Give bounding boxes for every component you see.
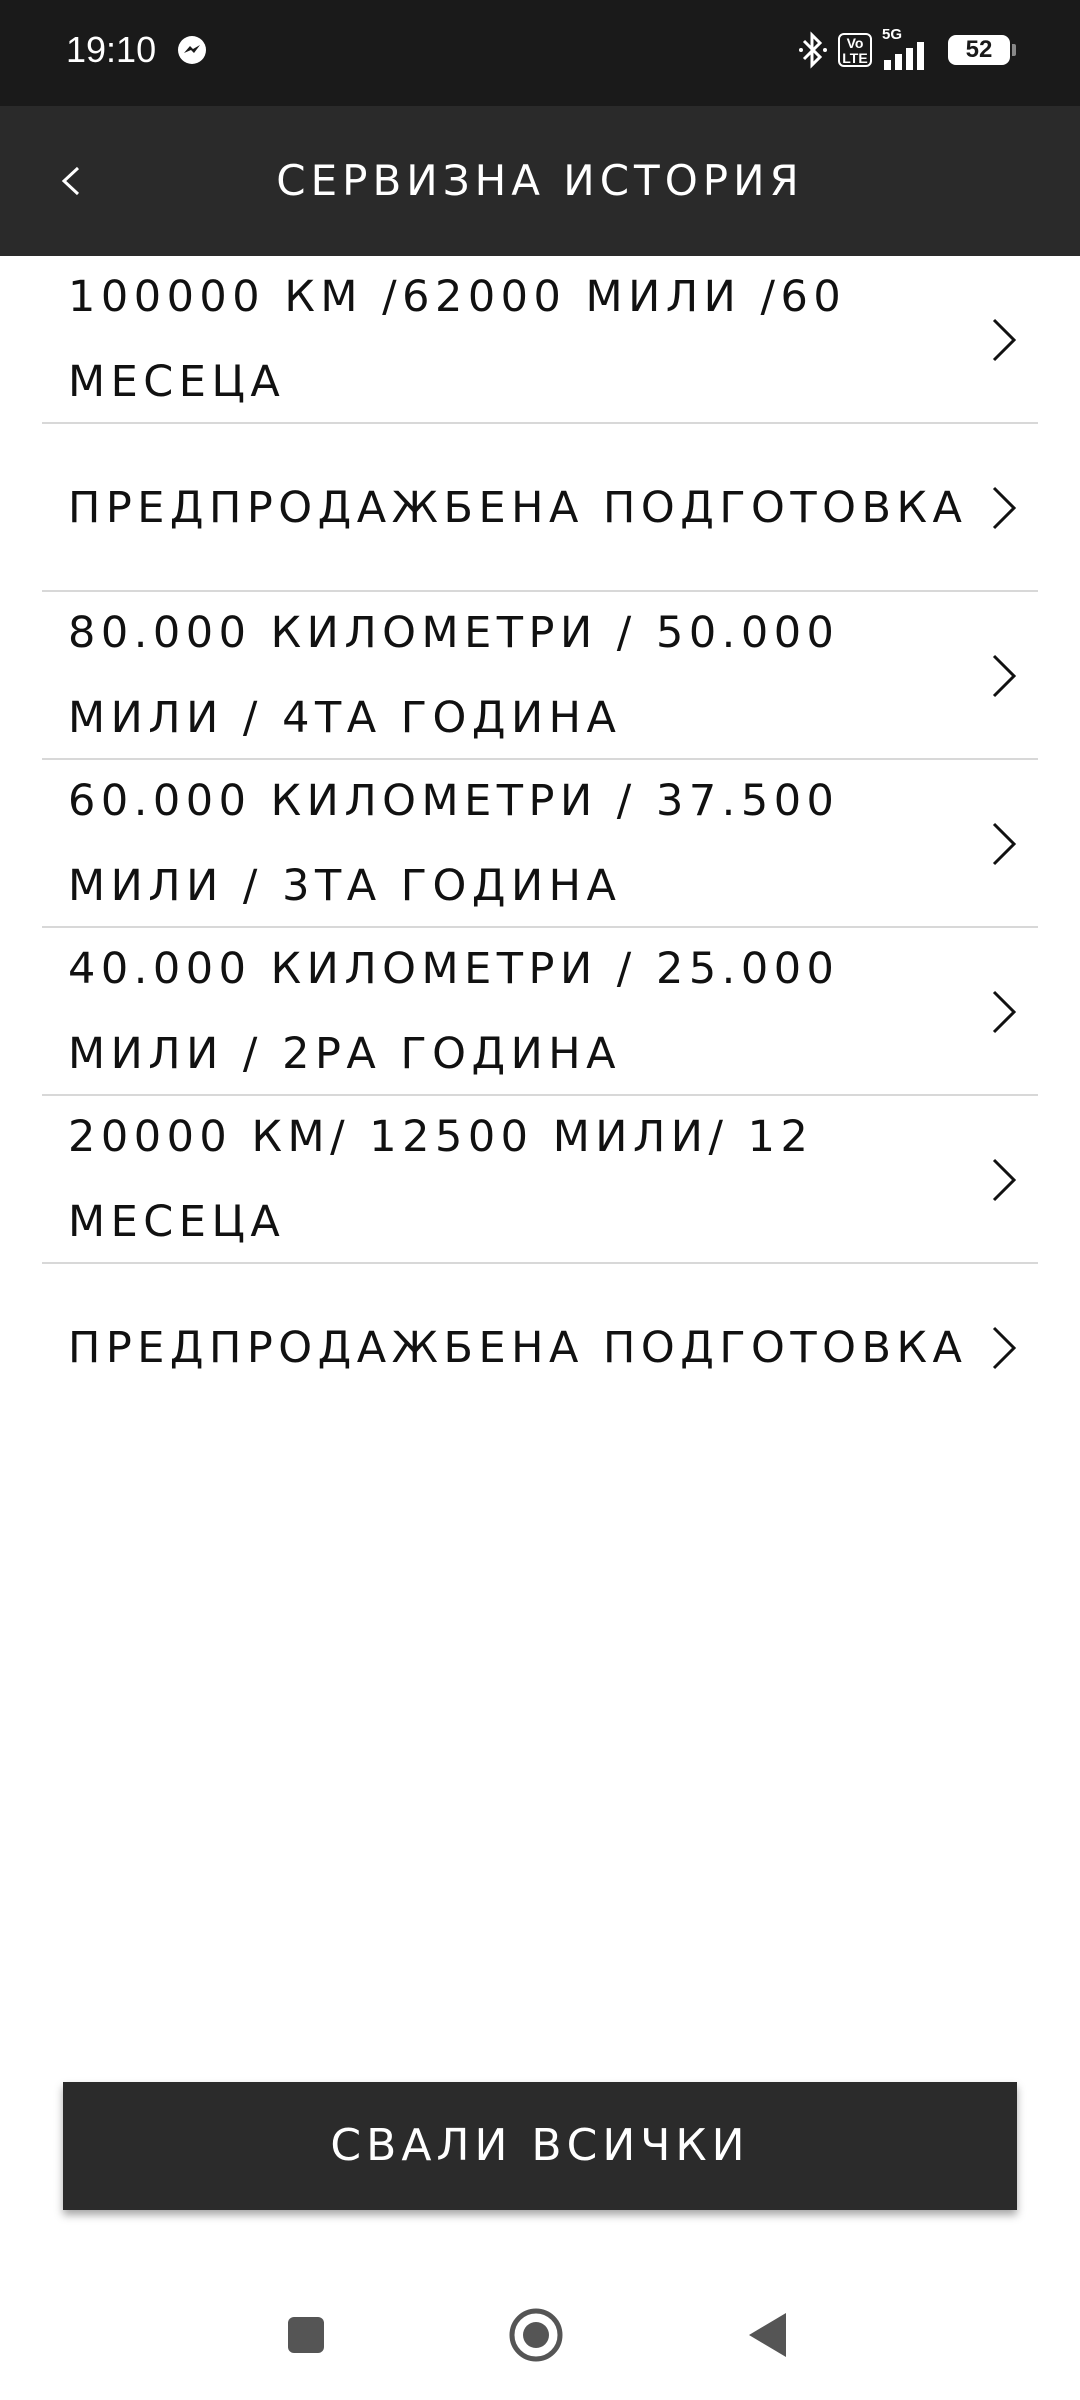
battery-icon: 52 (948, 35, 1010, 65)
service-history-item[interactable] (42, 424, 1038, 592)
service-item-label (68, 1096, 998, 1264)
nav-recents-button[interactable] (286, 2315, 326, 2355)
service-item-line-1: ПРЕДПРОДАЖБЕНА ПОДГОТОВКА (68, 1322, 968, 1373)
service-item-label (68, 1264, 998, 1432)
service-item-line-2: МЕСЕЦА (68, 357, 286, 407)
service-item-line-2: МЕСЕЦА (68, 1197, 286, 1247)
chevron-right-icon (986, 1156, 1020, 1204)
service-item-line-1: 60.000 КИЛОМЕТРИ / 37.500 (68, 776, 840, 826)
service-item-label (68, 760, 998, 928)
chevron-right-icon (986, 820, 1020, 868)
service-item-line-2: МИЛИ / 3ТА ГОДИНА (68, 861, 622, 911)
service-item-label (68, 592, 998, 760)
service-item-label (68, 424, 998, 592)
chevron-right-icon (986, 484, 1020, 532)
signal-icon (882, 26, 934, 70)
status-time: 19:10 (66, 29, 157, 70)
nav-back-button[interactable] (746, 2311, 788, 2359)
service-item-line-1: 40.000 КИЛОМЕТРИ / 25.000 (68, 944, 840, 994)
service-item-line-2: МИЛИ / 2РА ГОДИНА (68, 1029, 622, 1079)
service-item-label (68, 928, 998, 1096)
chevron-right-icon (986, 1324, 1020, 1372)
service-history-item[interactable] (42, 592, 1038, 760)
chevron-right-icon (986, 316, 1020, 364)
service-item-line-1: ПРЕДПРОДАЖБЕНА ПОДГОТОВКА (68, 482, 968, 533)
service-history-item[interactable] (42, 256, 1038, 424)
service-item-label (68, 256, 998, 424)
chevron-right-icon (986, 652, 1020, 700)
download-all-button[interactable]: СВАЛИ ВСИЧКИ (63, 2082, 1017, 2210)
system-nav-bar (0, 2270, 1080, 2400)
service-history-item[interactable] (42, 1264, 1038, 1432)
service-history-list (42, 256, 1038, 1432)
service-history-item[interactable] (42, 1096, 1038, 1264)
service-history-item[interactable] (42, 760, 1038, 928)
service-item-line-1: 100000 КМ /62000 МИЛИ /60 (68, 272, 847, 322)
volte-icon: Vo LTE (838, 33, 872, 67)
service-item-line-1: 20000 КМ/ 12500 МИЛИ/ 12 (68, 1112, 814, 1162)
service-item-line-2: МИЛИ / 4ТА ГОДИНА (68, 693, 622, 743)
status-bar (0, 0, 1080, 106)
service-item-line-1: 80.000 КИЛОМЕТРИ / 50.000 (68, 608, 840, 658)
bluetooth-icon (798, 30, 828, 70)
network-type: 5G (882, 26, 903, 43)
messenger-icon (176, 34, 208, 66)
page-title: СЕРВИЗНА ИСТОРИЯ (276, 156, 804, 205)
service-history-item[interactable] (42, 928, 1038, 1096)
nav-home-button[interactable] (508, 2307, 564, 2363)
status-icons (798, 28, 1010, 72)
app-header (0, 106, 1080, 256)
chevron-right-icon (986, 988, 1020, 1036)
